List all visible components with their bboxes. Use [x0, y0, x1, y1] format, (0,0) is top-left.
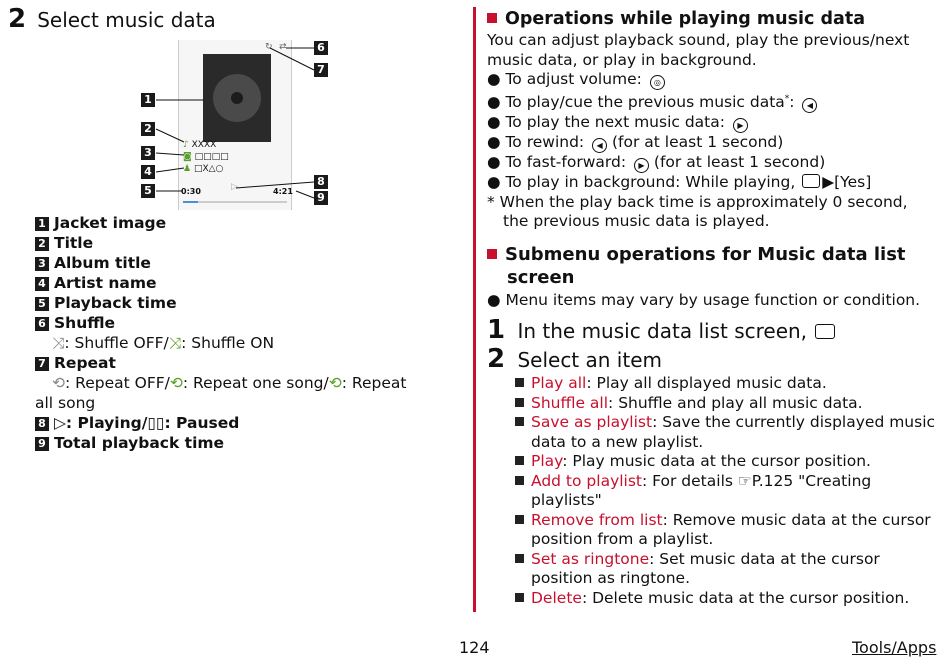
total-time: 4:21: [273, 187, 293, 196]
shuffle-on-icon: ⤨: [168, 334, 182, 352]
menu-item: Remove from list: Remove music data at the cursor position from a playlist.: [515, 511, 945, 550]
menu-key-icon: [815, 324, 835, 339]
page-ref-icon: ☞: [737, 471, 752, 490]
repeat-icon: ↻: [265, 42, 273, 52]
elapsed-time: 0:30: [181, 187, 201, 196]
legend-item: 8 ▷: Playing/▯▯: Paused: [35, 413, 465, 433]
callout-2: 2: [141, 122, 155, 136]
legend-item: 5 Playback time: [35, 293, 465, 313]
menu-item: Play all: Play all displayed music data.: [515, 374, 945, 394]
note-icon: ♪: [183, 140, 189, 150]
shuffle-desc: ⤨: Shuffle OFF/⤨: Shuffle ON: [52, 334, 275, 352]
ops-bullet: ● To adjust volume: ◎: [487, 70, 945, 90]
legend-list: [35, 213, 465, 453]
repeat-all-icon: ⟲: [328, 374, 342, 392]
legend-item: 4 Artist name: [35, 273, 465, 293]
callout-4: 4: [141, 165, 155, 179]
volume-key-icon: ◎: [650, 75, 665, 90]
ops-bullet: ● To fast-forward: ▶ (for at least 1 second): [487, 153, 826, 172]
callout-lines: [140, 40, 340, 210]
menu-item: Delete: Delete music data at the cursor position.: [515, 589, 945, 609]
pause-icon: ▯▯: [147, 414, 165, 432]
end-key-icon: [802, 174, 820, 188]
album-icon: ◙: [183, 152, 192, 162]
ops-section-title: Operations while playing music data: [487, 8, 945, 31]
ops-intro: You can adjust playback sound, play the previous/next music data, or play in background.: [487, 31, 910, 69]
legend-item: 6 Shuffle: [35, 313, 465, 333]
callout-1: 1: [141, 93, 155, 107]
ops-bullet: ● To play/cue the previous music data*: ◀: [487, 90, 945, 113]
play-icon: ▷: [54, 414, 66, 432]
menu-item: Save as playlist: Save the currently displayed music data to a new playlist.: [515, 413, 945, 452]
right-column: [487, 8, 945, 608]
track-title: XXXX: [191, 140, 217, 150]
callout-6: 6: [314, 41, 328, 55]
legend-item: 2 Title: [35, 233, 465, 253]
artist-name: □X△○: [193, 164, 224, 174]
menu-item: Shuffle all: Shuffle and play all music data.: [515, 394, 945, 414]
ops-bullets: [487, 70, 945, 193]
right-step-2: 2 Select an item: [487, 344, 662, 375]
menu-item: Play: Play music data at the cursor position.: [515, 452, 945, 472]
submenu-note: ● Menu items may vary by usage function or condition.: [487, 290, 921, 309]
section-link[interactable]: Tools/Apps: [852, 638, 937, 657]
legend-item: 7 Repeat: [35, 353, 465, 373]
callout-3: 3: [141, 146, 155, 160]
submenu-section-title: Submenu operations for Music data list screen: [487, 243, 945, 289]
repeat-off-icon: ⟲: [52, 374, 65, 392]
repeat-one-icon: ⟲: [169, 374, 183, 392]
menu-item: Set as ringtone: Set music data at the cursor position as ringtone.: [515, 550, 945, 589]
step-number: 2: [8, 4, 27, 34]
album-title: □□□□: [194, 152, 229, 162]
menu-item: Add to playlist: For details ☞P.125 "Creating playlists": [515, 472, 945, 511]
repeat-desc: ⟲: Repeat OFF/⟲: Repeat one song/⟲: Repeat: [52, 374, 407, 392]
left-step-2: [8, 4, 216, 34]
right-key-icon: ▶: [634, 158, 649, 173]
callout-5: 5: [141, 184, 155, 198]
callout-9: 9: [314, 191, 328, 205]
legend-item: 9 Total playback time: [35, 433, 465, 453]
legend-item: 1 Jacket image: [35, 213, 465, 233]
shuffle-off-icon: ⤨: [52, 334, 65, 352]
artist-icon: ♟: [183, 164, 192, 174]
repeat-desc-cont: all song: [35, 394, 96, 412]
ops-bullet: ● To play in background: While playing, ▶[Yes]: [487, 173, 872, 192]
callout-8: 8: [314, 175, 328, 189]
left-key-icon: ◀: [592, 138, 607, 153]
shuffle-icon: ⇄: [279, 42, 287, 52]
left-key-icon: ◀: [802, 98, 817, 113]
callout-7: 7: [314, 63, 328, 77]
right-key-icon: ▶: [733, 118, 748, 133]
legend-item: 3 Album title: [35, 253, 465, 273]
play-indicator-icon: ▷: [231, 182, 238, 192]
ops-bullet: ● To play the next music data: ▶: [487, 113, 945, 133]
submenu-items: [487, 374, 945, 608]
step-text: Select music data: [37, 8, 216, 32]
ops-note: * When the play back time is approximately 0 second, the previous music data is played.: [487, 192, 908, 231]
page-number: 124: [459, 638, 490, 657]
right-step-1: 1 In the music data list screen,: [487, 316, 945, 345]
ops-bullet: ● To rewind: ◀ (for at least 1 second): [487, 133, 784, 152]
column-divider: [473, 7, 476, 612]
